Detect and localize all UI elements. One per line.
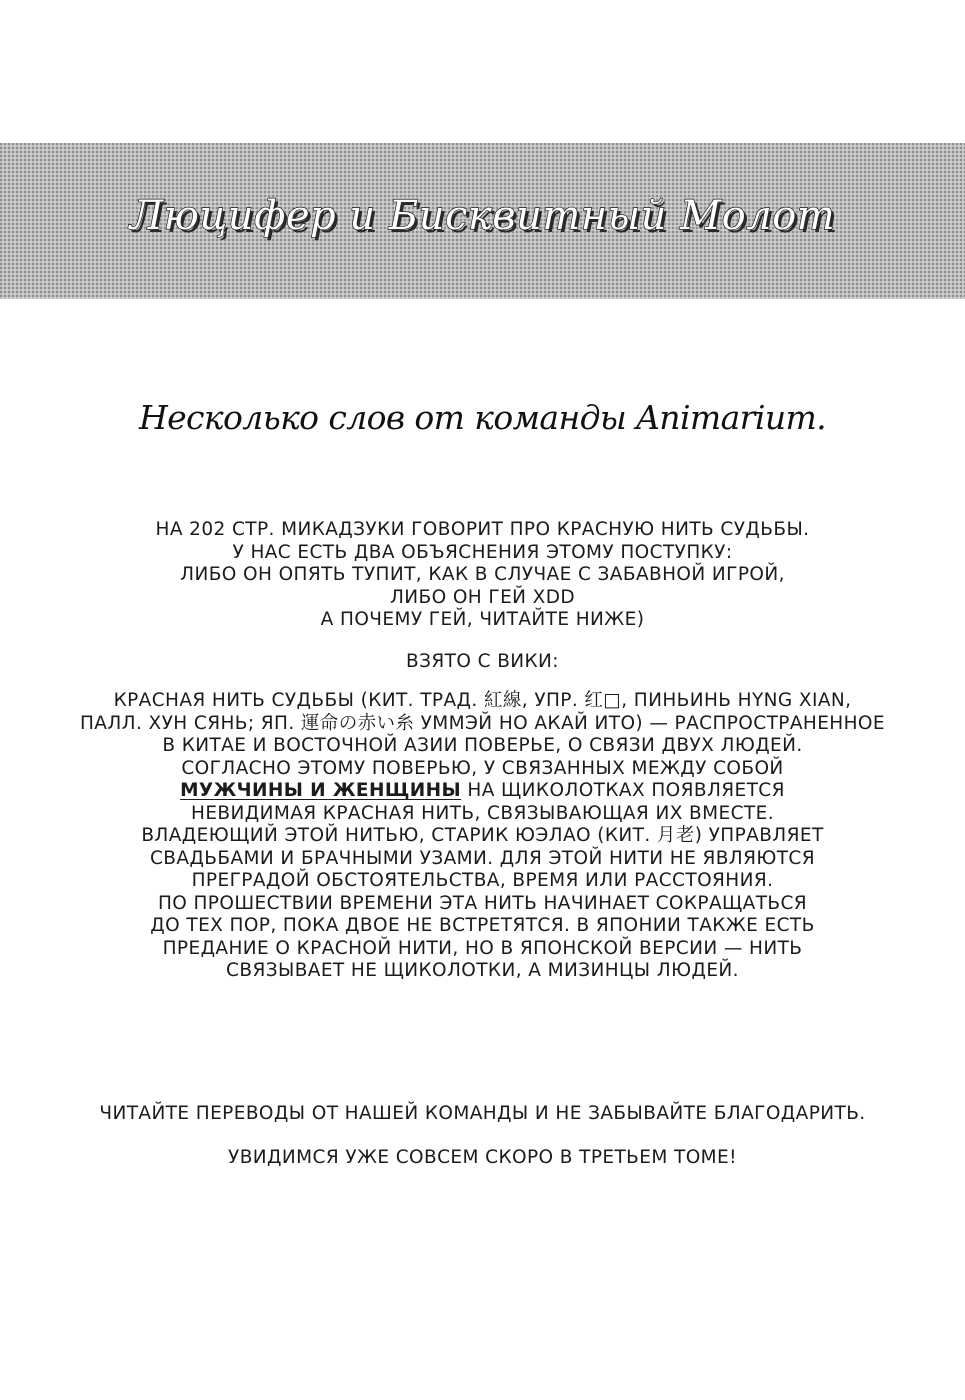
wiki-line: СВЯЗЫВАЕТ НЕ ЩИКОЛОТКИ, А МИЗИНЦЫ ЛЮДЕЙ. (226, 960, 739, 981)
wiki-line: ВЛАДЕЮЩИЙ ЭТОЙ НИТЬЮ, СТАРИК ЮЭЛАО (КИТ. 月老) УПРАВЛЯЕТ (141, 825, 824, 846)
underlined-emphasis: МУЖЧИНЫ И ЖЕНЩИНЫ (180, 780, 462, 801)
wiki-paragraph (0, 690, 965, 983)
wiki-line: В КИТАЕ И ВОСТОЧНОЙ АЗИИ ПОВЕРЬЕ, О СВЯЗИ ДВУХ ЛЮДЕЙ. (162, 735, 803, 756)
page-title: Люцифер и Бисквитный Молот (129, 193, 836, 239)
intro-line: ЛИБО ОН ГЕЙ XDD (389, 586, 576, 608)
closing-line-2 (0, 1147, 965, 1170)
subtitle: Несколько слов от команды Animarium. (138, 398, 827, 437)
closing-text: УВИДИМСЯ УЖЕ СОВСЕМ СКОРО В ТРЕТЬЕМ ТОМЕ! (228, 1147, 737, 1168)
wiki-line: ДО ТЕХ ПОР, ПОКА ДВОЕ НЕ ВСТРЕТЯТСЯ. В ЯПОНИИ ТАКЖЕ ЕСТЬ (150, 915, 815, 936)
intro-line: ЛИБО ОН ОПЯТЬ ТУПИТ, КАК В СЛУЧАЕ С ЗАБАВНОЙ ИГРОЙ, (180, 564, 785, 585)
wiki-line: ПРЕДАНИЕ О КРАСНОЙ НИТИ, НО В ЯПОНСКОЙ ВЕРСИИ — НИТЬ (162, 937, 803, 959)
wiki-line: ПАЛЛ. ХУН СЯНЬ; ЯП. 運命の赤い糸 УММЭЙ НО АКАЙ ИТО) — РАСПРОСТРАНЕННОЕ (80, 712, 885, 734)
intro-line: НА 202 СТР. МИКАДЗУКИ ГОВОРИТ ПРО КРАСНУЮ НИТЬ СУДЬБЫ. (155, 519, 810, 540)
title-banner (0, 143, 965, 299)
wiki-label (0, 651, 965, 674)
intro-line: У НАС ЕСТЬ ДВА ОБЪЯСНЕНИЯ ЭТОМУ ПОСТУПКУ: (232, 541, 733, 563)
wiki-line: СВАДЬБАМИ И БРАЧНЫМИ УЗАМИ. ДЛЯ ЭТОЙ НИТИ НЕ ЯВЛЯЮТСЯ (149, 847, 815, 869)
closing-text: ЧИТАЙТЕ ПЕРЕВОДЫ ОТ НАШЕЙ КОМАНДЫ И НЕ ЗАБЫВАЙТЕ БЛАГОДАРИТЬ. (99, 1103, 866, 1124)
intro-line: А ПОЧЕМУ ГЕЙ, ЧИТАЙТЕ НИЖЕ) (320, 609, 645, 630)
intro-paragraph (0, 519, 965, 632)
wiki-line (0, 780, 965, 803)
closing-line-1 (0, 1103, 965, 1126)
wiki-line-rest: НА ЩИКОЛОТКАХ ПОЯВЛЯЕТСЯ (461, 780, 785, 801)
wiki-line: НЕВИДИМАЯ КРАСНАЯ НИТЬ, СВЯЗЫВАЮЩАЯ ИХ ВМЕСТЕ. (191, 802, 774, 824)
wiki-line: ПРЕГРАДОЙ ОБСТОЯТЕЛЬСТВА, ВРЕМЯ ИЛИ РАССТОЯНИЯ. (191, 870, 774, 891)
wiki-line: КРАСНАЯ НИТЬ СУДЬБЫ (КИТ. ТРАД. 紅線, УПР. 红□, ПИНЬИНЬ HYNG XIAN, (113, 690, 852, 711)
wiki-line: ПО ПРОШЕСТВИИ ВРЕМЕНИ ЭТА НИТЬ НАЧИНАЕТ СОКРАЩАТЬСЯ (157, 892, 808, 914)
wiki-label-text: ВЗЯТО С ВИКИ: (406, 651, 559, 672)
wiki-line: СОГЛАСНО ЭТОМУ ПОВЕРЬЮ, У СВЯЗАННЫХ МЕЖДУ СОБОЙ (181, 757, 784, 779)
